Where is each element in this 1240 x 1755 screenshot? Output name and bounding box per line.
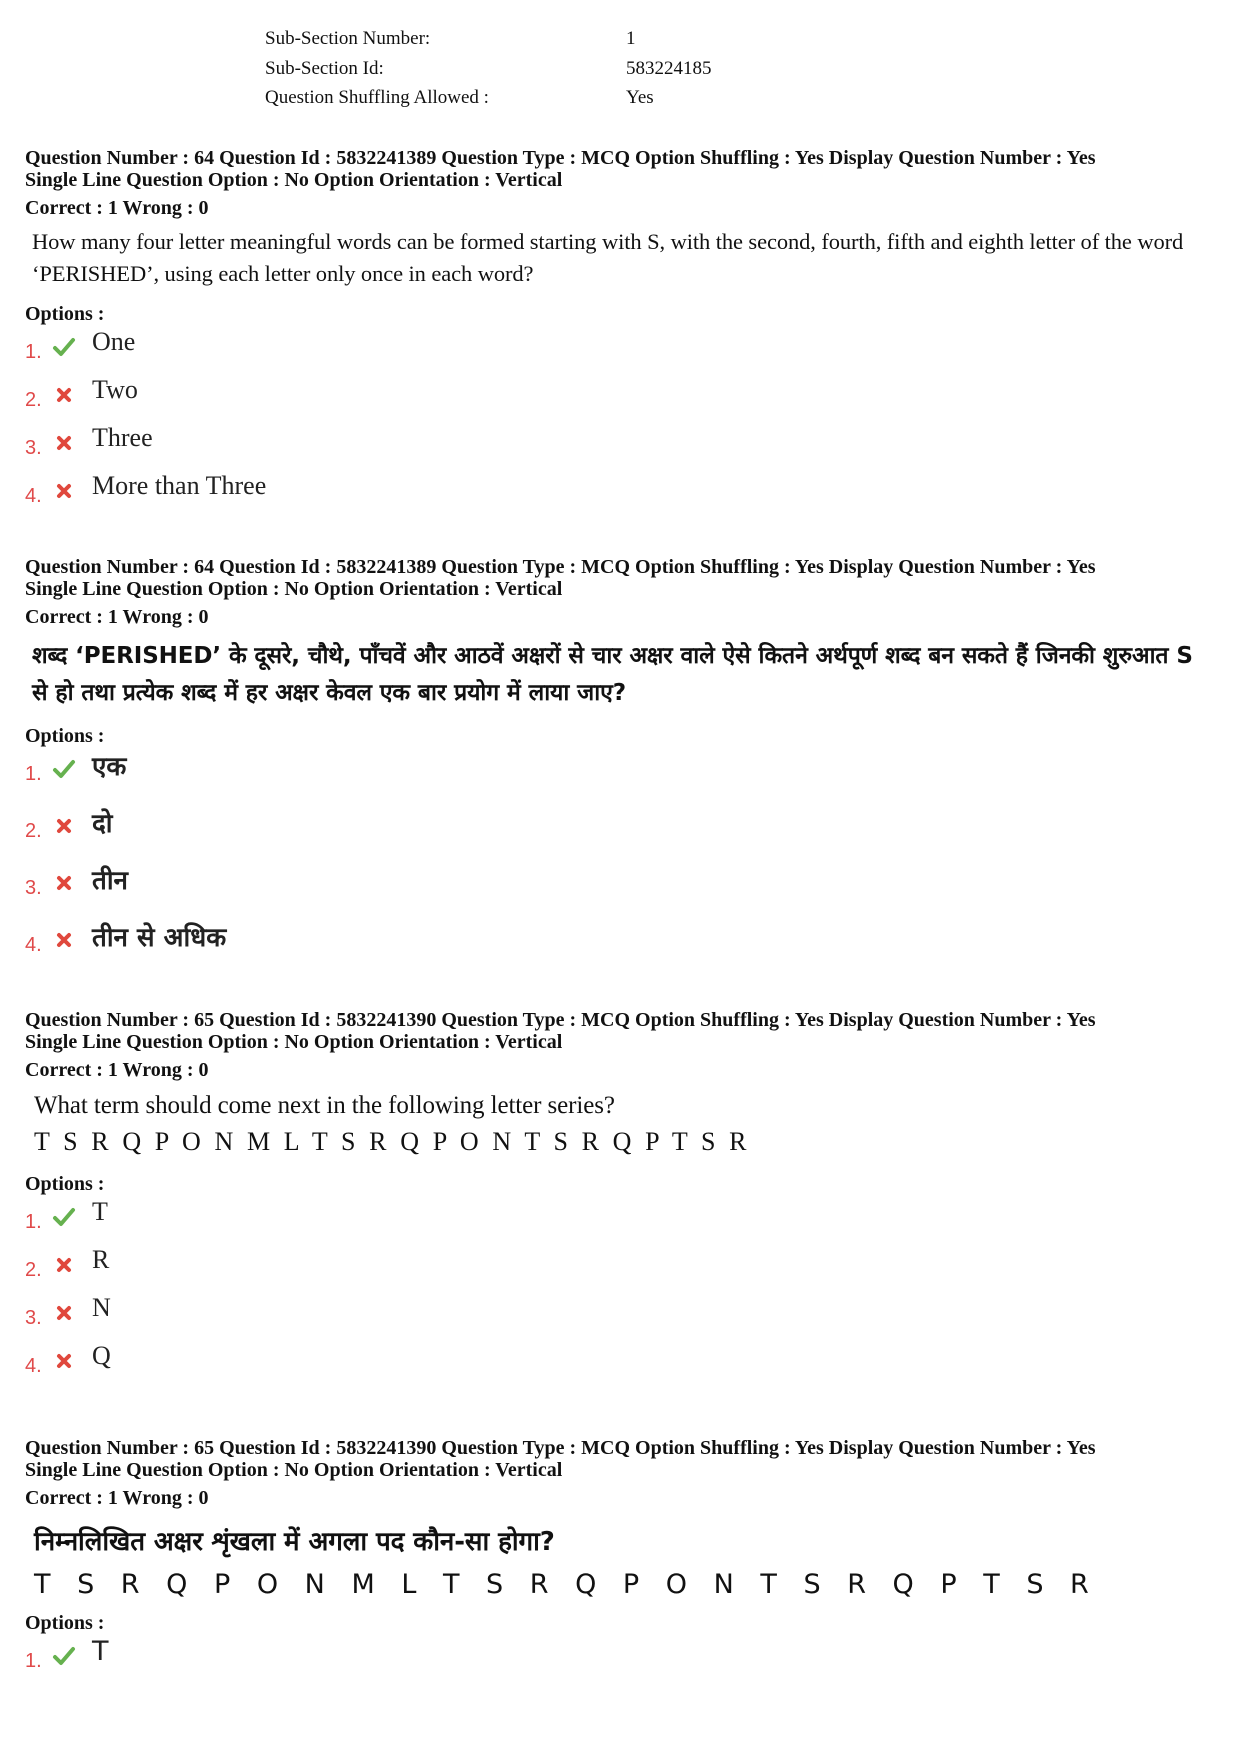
option-item	[25, 1339, 1215, 1387]
question-text: How many four letter meaningful words can be formed starting with S, with the second, fourth, fifth and eighth letter of the word ‘PERISHED’, using each letter only once in each word?	[32, 229, 1184, 286]
option-number: 3.	[25, 877, 42, 899]
question-text	[34, 1521, 1215, 1606]
options-label: Options :	[25, 1173, 105, 1195]
option-item	[25, 747, 1215, 804]
question-marks: Correct : 1 Wrong : 0	[25, 606, 209, 628]
question-meta-line: Question Number : 65 Question Id : 5832241390 Question Type : MCQ Option Shuffling : Yes Display Question Number : Yes	[25, 1437, 1096, 1459]
question-shuffling-row	[265, 83, 712, 113]
wrong-cross-icon	[52, 479, 76, 503]
question-meta-line: Single Line Question Option : No Option Orientation : Vertical	[25, 1030, 563, 1053]
option-item	[25, 804, 1215, 861]
option-number: 1.	[25, 341, 42, 363]
question-text-line: What term should come next in the following letter series?	[34, 1092, 615, 1119]
wrong-cross-icon	[52, 871, 76, 895]
option-text: तीन से अधिक	[92, 923, 227, 953]
option-item	[25, 1291, 1215, 1339]
option-text: More than Three	[92, 471, 267, 500]
question-meta-line: Single Line Question Option : No Option Orientation : Vertical	[25, 1458, 563, 1481]
wrong-cross-icon	[52, 431, 76, 455]
option-item	[25, 325, 1215, 373]
wrong-cross-icon	[52, 1301, 76, 1325]
correct-check-icon	[52, 1644, 76, 1668]
question-marks: Correct : 1 Wrong : 0	[25, 1487, 209, 1509]
letter-series: T S R Q P O N M L T S R Q P O N T S R Q P T S R	[34, 1127, 751, 1156]
question-meta-line: Single Line Question Option : No Option Orientation : Vertical	[25, 168, 563, 191]
wrong-cross-icon	[52, 928, 76, 952]
option-text: N	[92, 1293, 111, 1322]
option-text: T	[92, 1636, 109, 1667]
options-label: Options :	[25, 1612, 105, 1634]
option-item	[25, 1195, 1215, 1243]
question-meta-line: Question Number : 64 Question Id : 5832241389 Question Type : MCQ Option Shuffling : Yes Display Question Number : Yes	[25, 556, 1096, 578]
option-text: तीन	[92, 866, 128, 896]
option-text: One	[92, 327, 136, 356]
question-text-line: निम्नलिखित अक्षर शृंखला में अगला पद कौन-सा होगा?	[34, 1527, 555, 1557]
option-number: 3.	[25, 437, 42, 459]
subsection-number-label: Sub-Section Number:	[265, 28, 431, 49]
question-meta-line: Question Number : 65 Question Id : 5832241390 Question Type : MCQ Option Shuffling : Yes Display Question Number : Yes	[25, 1009, 1096, 1031]
wrong-cross-icon	[52, 383, 76, 407]
option-text: Three	[92, 423, 153, 452]
option-item	[25, 1634, 1215, 1682]
wrong-cross-icon	[52, 1349, 76, 1373]
option-text: Two	[92, 375, 138, 404]
question-block	[25, 148, 1215, 517]
question-block	[25, 1438, 1215, 1682]
option-text: एक	[92, 752, 127, 782]
option-item	[25, 469, 1215, 517]
option-text: Q	[92, 1341, 111, 1370]
option-number: 4.	[25, 934, 42, 956]
option-number: 1.	[25, 1650, 42, 1672]
option-number: 4.	[25, 485, 42, 507]
question-meta-line: Single Line Question Option : No Option Orientation : Vertical	[25, 577, 563, 600]
option-item	[25, 1243, 1215, 1291]
question-shuffling-label: Question Shuffling Allowed :	[265, 87, 489, 108]
question-text	[34, 1088, 1215, 1160]
options-label: Options :	[25, 303, 105, 325]
question-meta-line: Question Number : 64 Question Id : 5832241389 Question Type : MCQ Option Shuffling : Yes Display Question Number : Yes	[25, 147, 1096, 169]
wrong-cross-icon	[52, 814, 76, 838]
wrong-cross-icon	[52, 1253, 76, 1277]
option-number: 4.	[25, 1355, 42, 1377]
option-item	[25, 861, 1215, 918]
option-item	[25, 918, 1215, 975]
option-text: दो	[92, 809, 113, 839]
question-shuffling-value: Yes	[626, 87, 654, 108]
option-number: 2.	[25, 820, 42, 842]
question-text: शब्द ‘PERISHED’ के दूसरे, चौथे, पाँचवें और आठवें अक्षरों से चार अक्षर वाले ऐसे कितने अर्थपूर्ण शब्द बन सकते हैं जिनकी शुरुआत S से हो तथा प्रत्येक शब्द में हर अक्षर केवल एक बार प्रयोग में लाया जाए?	[32, 643, 1193, 706]
option-number: 1.	[25, 763, 42, 785]
option-number: 3.	[25, 1307, 42, 1329]
option-number: 1.	[25, 1211, 42, 1233]
correct-check-icon	[52, 757, 76, 781]
correct-check-icon	[52, 335, 76, 359]
subsection-id-row	[265, 54, 712, 84]
subsection-number-value: 1	[626, 28, 636, 49]
letter-series: T S R Q P O N M L T S R Q P O N T S R Q P T S R	[34, 1569, 1098, 1600]
option-item	[25, 421, 1215, 469]
question-block	[25, 557, 1215, 975]
options-label: Options :	[25, 725, 105, 747]
subsection-id-label: Sub-Section Id:	[265, 57, 384, 79]
option-number: 2.	[25, 1259, 42, 1281]
question-block	[25, 1010, 1215, 1387]
question-marks: Correct : 1 Wrong : 0	[25, 1059, 209, 1081]
subsection-id-value: 583224185	[626, 57, 712, 79]
correct-check-icon	[52, 1205, 76, 1229]
option-text: T	[92, 1197, 108, 1226]
option-text: R	[92, 1245, 110, 1274]
option-item	[25, 373, 1215, 421]
option-number: 2.	[25, 389, 42, 411]
subsection-number-row	[265, 24, 712, 54]
question-marks: Correct : 1 Wrong : 0	[25, 197, 209, 219]
subsection-info	[265, 24, 712, 113]
